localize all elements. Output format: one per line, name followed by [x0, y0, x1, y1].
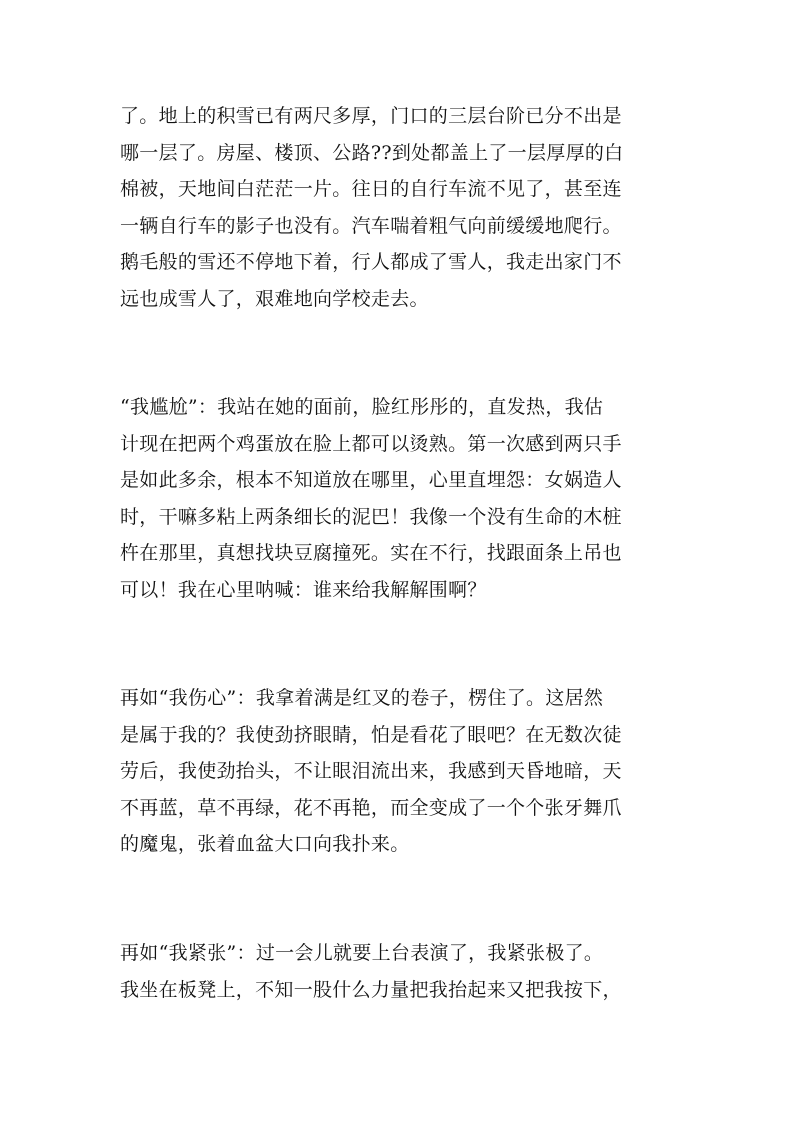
- text-line: 计现在把两个鸡蛋放在脸上都可以烫熟。第一次感到两只手: [120, 432, 622, 455]
- text-line: 鹅毛般的雪还不停地下着，行人都成了雪人，我走出家门不: [120, 251, 622, 273]
- paragraph-sad: [120, 680, 680, 863]
- text-line: “我尴尬”：我站在她的面前，脸红彤彤的，直发热，我估: [120, 396, 604, 418]
- text-line: 杵在那里，真想找块豆腐撞死。实在不行，找跟面条上吊也: [120, 542, 622, 564]
- text-line: 远也成雪人了，艰难地向学校走去。: [120, 287, 429, 310]
- text-line: 的魔鬼，张着血盆大口向我扑来。: [120, 833, 410, 855]
- paragraph-nervous: [120, 935, 680, 1008]
- text-line: 了。地上的积雪已有两尺多厚，门口的三层台阶已分不出是: [120, 105, 622, 127]
- text-line: 再如“我伤心”：我拿着满是红叉的卷子，楞住了。这居然: [120, 687, 604, 709]
- text-line: 再如“我紧张”：过一会儿就要上台表演了，我紧张极了。: [120, 942, 604, 964]
- text-line: 劳后，我使劲抬头，不让眼泪流出来，我感到天昏地暗，天: [120, 760, 622, 782]
- text-line: 不再蓝，草不再绿，花不再艳，而全变成了一个个张牙舞爪: [120, 796, 622, 819]
- text-line: 时，干嘛多粘上两条细长的泥巴！我像一个没有生命的木桩: [120, 505, 622, 528]
- text-line: 是属于我的？我使劲挤眼睛，怕是看花了眼吧？在无数次徒: [120, 723, 622, 746]
- text-line: 我坐在板凳上，不知一股什么力量把我抬起来又把我按下，: [120, 978, 622, 1001]
- text-line: 是如此多余，根本不知道放在哪里，心里直埋怨：女娲造人: [120, 469, 622, 491]
- paragraph-snow-scene: [120, 98, 680, 317]
- paragraph-embarrassed: [120, 389, 680, 608]
- text-line: 可以！我在心里呐喊：谁来给我解解围啊？: [120, 578, 487, 601]
- text-line: 棉被，天地间白茫茫一片。往日的自行车流不见了，甚至连: [120, 178, 622, 200]
- text-line: 哪一层了。房屋、楼顶、公路??到处都盖上了一层厚厚的白: [120, 141, 624, 164]
- text-line: 一辆自行车的影子也没有。汽车喘着粗气向前缓缓地爬行。: [120, 214, 622, 237]
